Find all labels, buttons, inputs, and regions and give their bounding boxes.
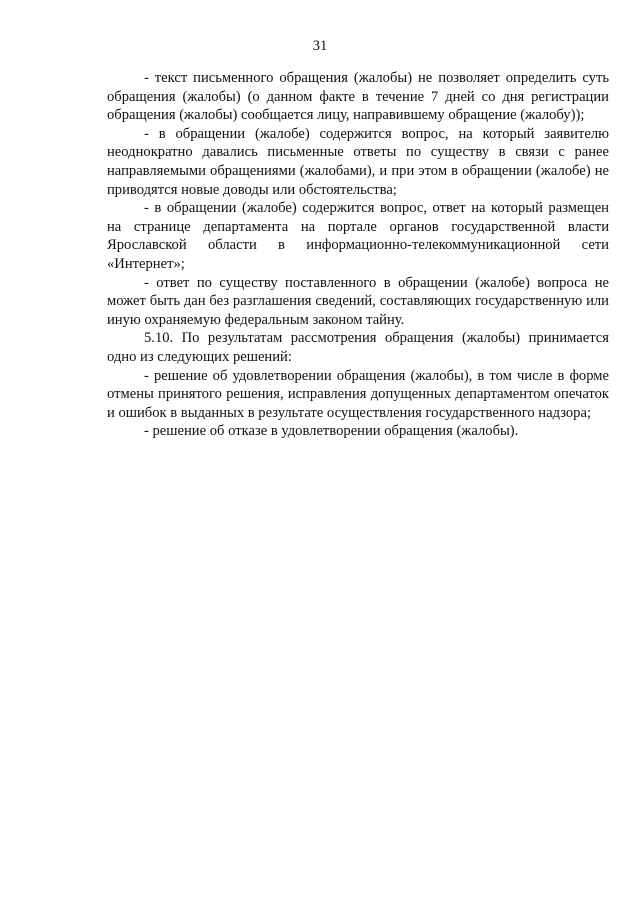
paragraph-state-secret: - ответ по существу поставленного в обращении (жалобе) вопроса не может быть дан без разглашения сведений, составляющих государственную или иную охраняемую федеральным законом тайну. (107, 274, 609, 328)
page-number: 31 (312, 38, 328, 54)
paragraph-section-5-10: 5.10. По результатам рассмотрения обращения (жалобы) принимается одно из следующих решений: (107, 330, 609, 365)
document-body (107, 69, 609, 441)
paragraph-text-unclear: - текст письменного обращения (жалобы) не позволяет определить суть обращения (жалобы) (о данном факте в течение 7 дней со дня регистрации обращения (жалобы) сообщается лицу, направившему обращение (жалобу)); (107, 70, 609, 124)
paragraph-decision-refuse: - решение об отказе в удовлетворении обращения (жалобы). (144, 423, 519, 440)
paragraph-answer-published: - в обращении (жалобе) содержится вопрос, ответ на который размещен на странице департамента на портале органов государственной власти Ярославской области в информационно-телекоммуникационной сети «Интернет»; (107, 200, 609, 272)
paragraph-repeated-question: - в обращении (жалобе) содержится вопрос, на который заявителю неоднократно давались письменные ответы по существу в связи с ранее направляемыми обращениями (жалобами), и при этом в обращении (жалобе) не приводятся новые доводы или обстоятельства; (107, 125, 609, 198)
paragraph-decision-satisfy: - решение об удовлетворении обращения (жалобы), в том числе в форме отмены принятого решения, исправления допущенных департаментом опечаток и ошибок в выданных в результате осуществления государственного надзора; (107, 367, 609, 421)
